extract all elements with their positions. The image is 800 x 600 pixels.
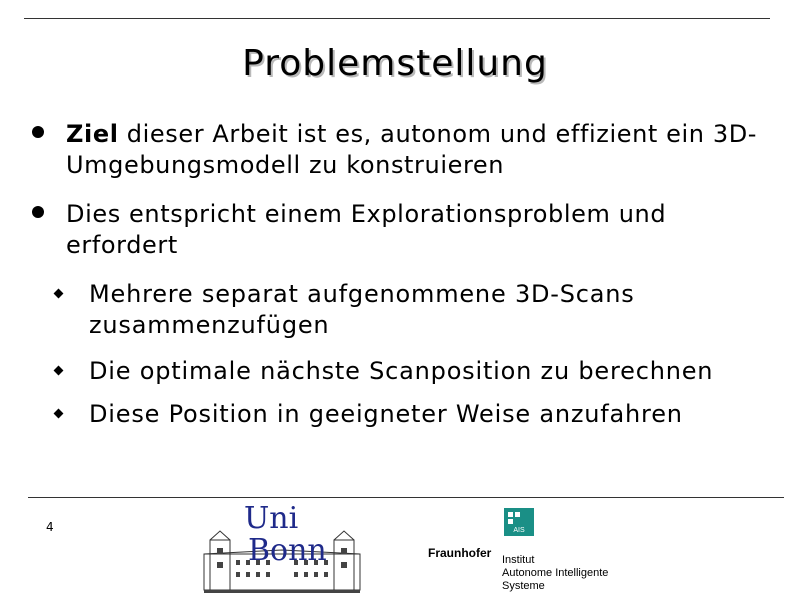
top-divider: [24, 18, 770, 19]
bullet-bold-term: Ziel: [66, 120, 119, 148]
fraunhofer-ais-logo: [428, 506, 648, 598]
sub-bullet-text: Mehrere separat aufgenommene 3D-Scans zusammenzufügen: [89, 280, 635, 339]
institute-line: Institut: [502, 554, 535, 566]
page-number: 4: [46, 520, 54, 534]
institute-line: Systeme: [502, 580, 545, 592]
institute-line: Autonome Intelligente: [502, 567, 609, 579]
diamond-bullet-icon: [54, 409, 64, 419]
bullet-rest: dieser Arbeit ist es, autonom und effizient ein 3D-Umgebungsmodell zu konstruieren: [66, 120, 758, 179]
uni-bonn-logo: [200, 498, 365, 598]
fraunhofer-mark-icon: [504, 508, 534, 536]
diamond-bullet-icon: [54, 289, 64, 299]
bullet-dot-icon: [32, 126, 44, 138]
bonn-word: Bonn: [248, 533, 327, 568]
bottom-divider: [28, 497, 784, 498]
bullet-text: [66, 119, 781, 181]
bullet-dot-icon: [32, 206, 44, 218]
diamond-bullet-icon: [54, 366, 64, 376]
ais-mark-text: AIS: [513, 527, 525, 534]
fraunhofer-name: Fraunhofer: [428, 546, 492, 560]
sub-bullet-text: Diese Position in geeigneter Weise anzufahren: [89, 400, 683, 428]
slide-title: Problemstellung: [242, 43, 548, 84]
fraunhofer-institute: [502, 554, 608, 593]
bullet-text: Dies entspricht einem Explorationsproblem und erfordert: [66, 200, 667, 259]
sub-bullet-text: Die optimale nächste Scanposition zu berechnen: [89, 357, 714, 385]
uni-word: Uni: [244, 501, 299, 536]
